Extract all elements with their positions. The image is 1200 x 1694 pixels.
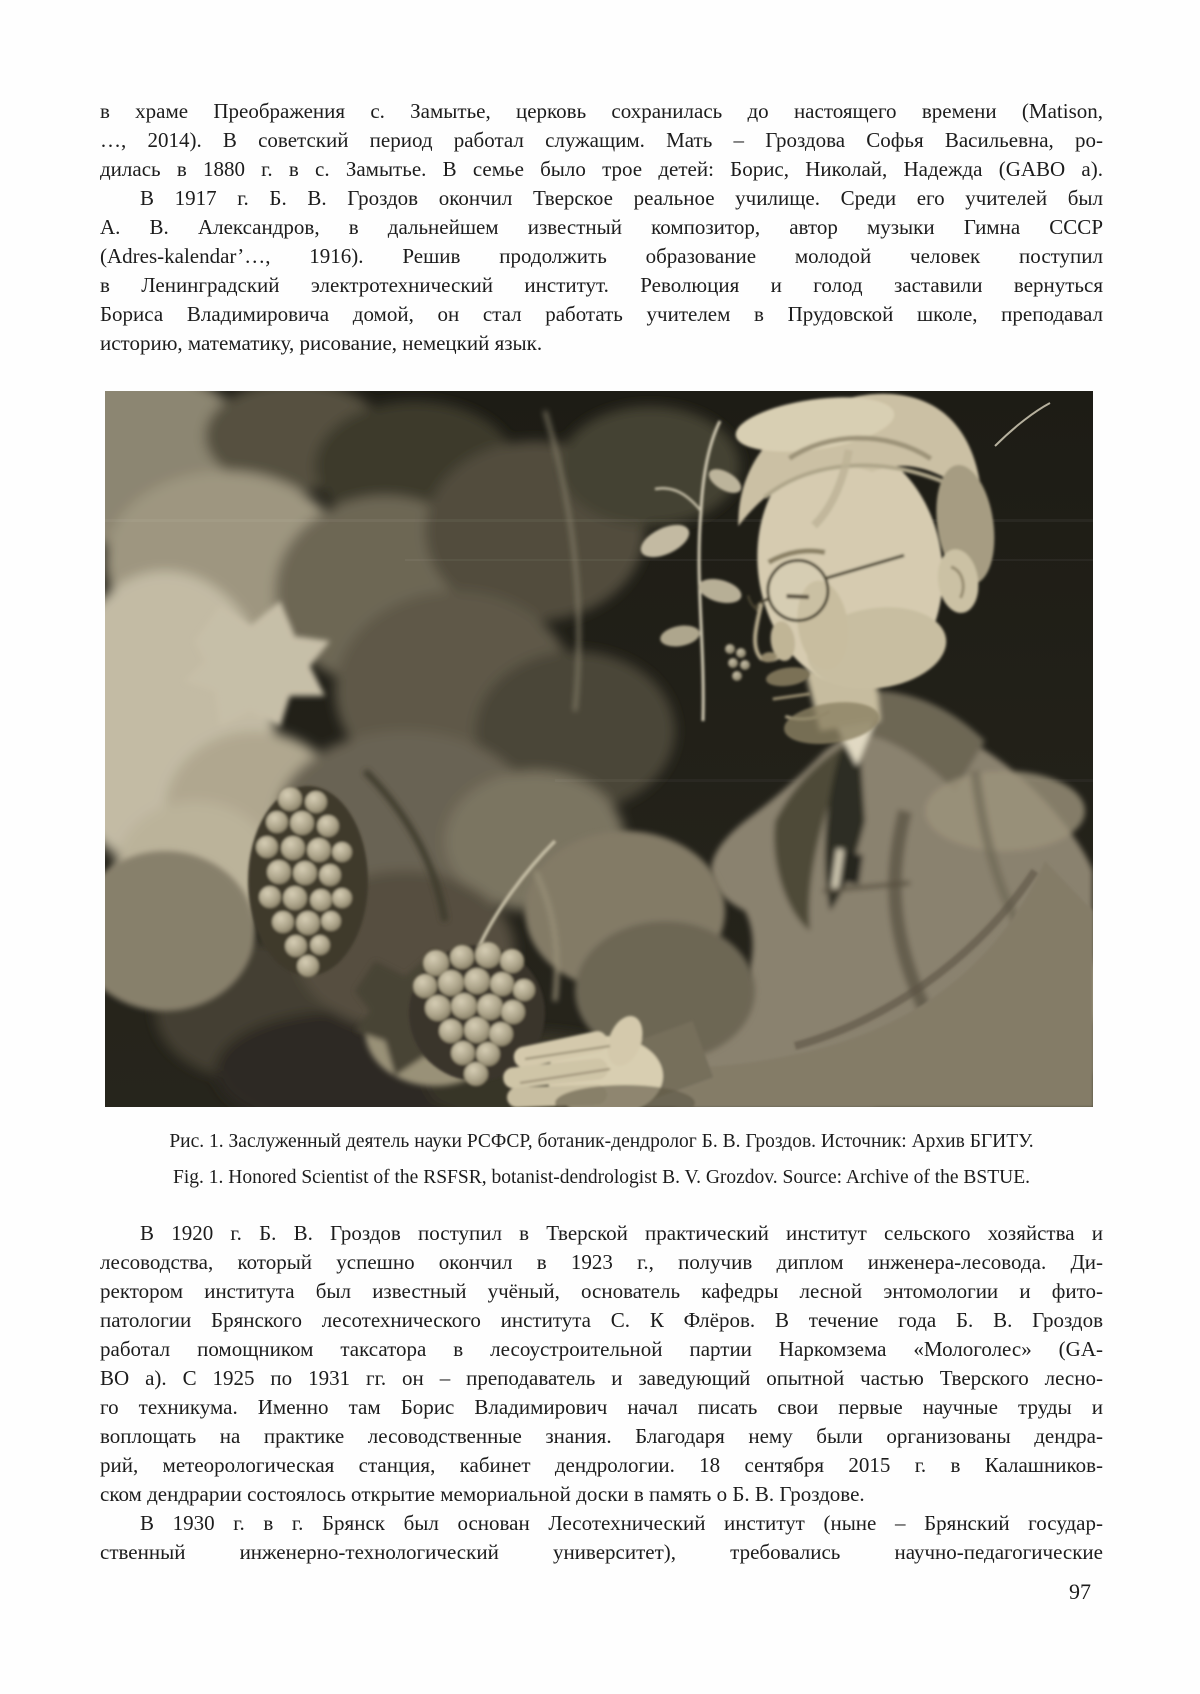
paragraph-2 (100, 184, 1103, 358)
text-line: (Adres-kalendar’…, 1916). Решив продолжить образование молодой человек поступил (100, 244, 1103, 268)
text-line: работал помощником таксатора в лесоустроительной партии Наркомзема «Мологолес» (GA- (100, 1337, 1103, 1361)
text-line: ректором института был известный учёный, основатель кафедры лесной энтомологии и фито- (100, 1279, 1103, 1303)
text-line: историю, математику, рисование, немецкий язык. (100, 331, 543, 355)
text-line: А. В. Александров, в дальнейшем известный композитор, автор музыки Гимна СССР (100, 215, 1103, 239)
text-line: ВО a). С 1925 по 1931 гг. он – преподаватель и заведующий опытной частью Тверского лесно- (100, 1366, 1103, 1390)
page-number: 97 (1069, 1579, 1091, 1604)
text-line: го техникума. Именно там Борис Владимирович начал писать свои первые научные труды и (100, 1395, 1103, 1419)
text-line: Бориса Владимировича домой, он стал работать учителем в Прудовской школе, преподавал (100, 302, 1103, 326)
text-line: рий, метеорологическая станция, кабинет дендрологии. 18 сентября 2015 г. в Калашников- (100, 1453, 1103, 1477)
paragraph-4 (100, 1509, 1103, 1567)
text-line: патологии Брянского лесотехнического института С. К Флёров. В течение года Б. В. Гроздов (100, 1308, 1103, 1332)
figure-caption-ru: Рис. 1. Заслуженный деятель науки РСФСР, ботаник-дендролог Б. В. Гроздов. Источник: Архив БГИТУ. (169, 1131, 1034, 1152)
text-line: В 1917 г. Б. В. Гроздов окончил Тверское реальное училище. Среди его учителей был (140, 186, 1103, 210)
figure-caption-en: Fig. 1. Honored Scientist of the RSFSR, botanist-dendrologist B. V. Grozdov. Source: Archive of the BSTUE. (172, 1167, 1031, 1188)
page-content (100, 97, 1103, 1567)
text-line: ственный инженерно-технологический университет), требовались научно-педагогические (100, 1540, 1103, 1564)
text-line: в Ленинградский электротехнический институт. Революция и голод заставили вернуться (100, 273, 1103, 297)
text-line: …, 2014). В советский период работал служащим. Мать – Гроздова Софья Васильевна, ро- (100, 128, 1103, 152)
text-line: В 1920 г. Б. В. Гроздов поступил в Тверской практический институт сельского хозяйства и (140, 1221, 1103, 1245)
figure-photo (105, 391, 1093, 1107)
text-line: дилась в 1880 г. в с. Замытье. В семье было трое детей: Борис, Николай, Надежда (GABO a). (100, 157, 1103, 181)
figure-1 (105, 391, 1093, 1107)
text-line: В 1930 г. в г. Брянск был основан Лесотехнический институт (ныне – Брянский государ- (140, 1511, 1103, 1535)
text-line: воплощать на практике лесоводственные знания. Благодаря нему были организованы дендра- (100, 1424, 1103, 1448)
paragraph-1 (100, 97, 1103, 184)
text-line: лесоводства, который успешно окончил в 1923 г., получив диплом инженера-лесовода. Ди- (100, 1250, 1103, 1274)
text-line: ском дендрарии состоялось открытие мемориальной доски в память о Б. В. Гроздове. (100, 1482, 865, 1506)
text-line: в храме Преображения с. Замытье, церковь сохранилась до настоящего времени (Matison, (100, 99, 1103, 123)
paragraph-3 (100, 1219, 1103, 1509)
